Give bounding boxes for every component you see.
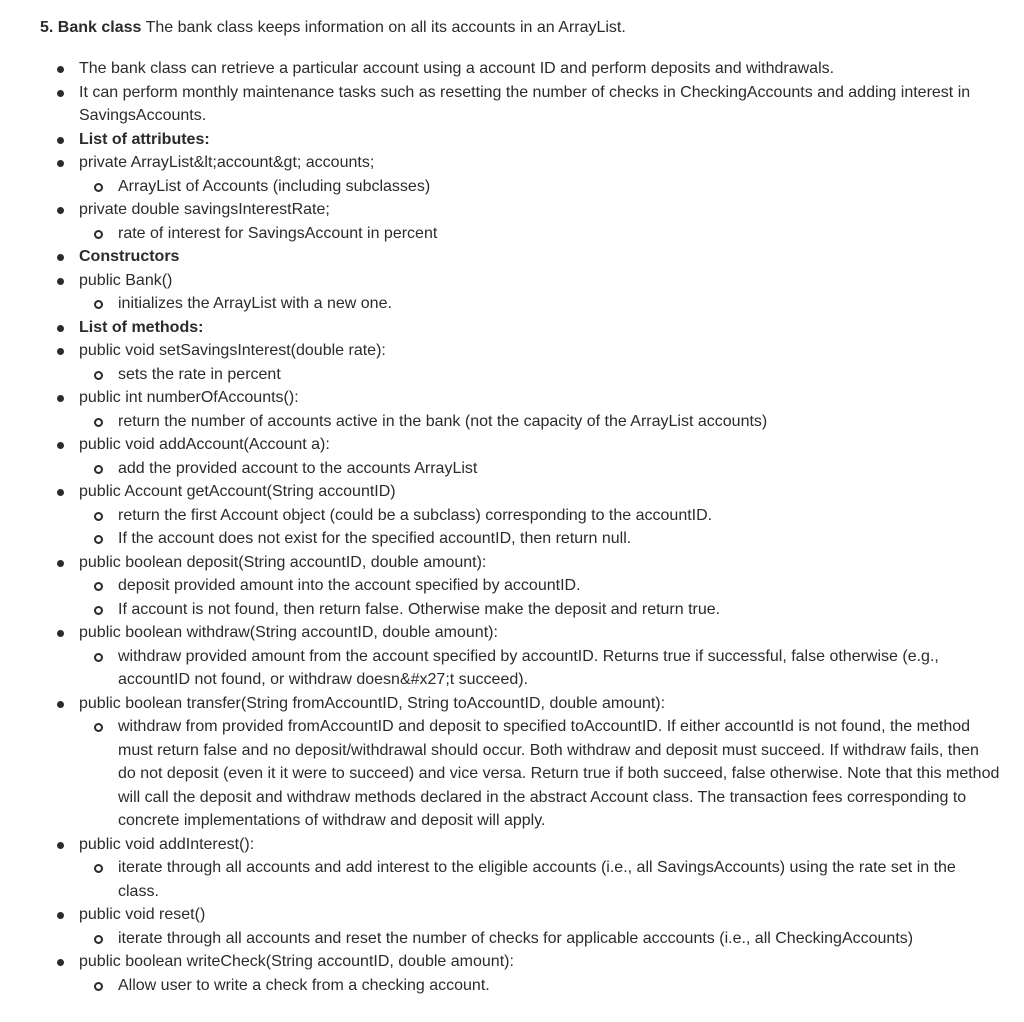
list-item-text: public Account getAccount(String accountID) [79, 483, 396, 500]
bullet-list [40, 57, 1000, 997]
sub-list-item: return the number of accounts active in the bank (not the capacity of the ArrayList accounts) [79, 410, 1000, 434]
sub-list-item: rate of interest for SavingsAccount in percent [79, 222, 1000, 246]
sub-list [79, 175, 1000, 199]
list-item [40, 386, 1000, 433]
list-item-text: private double savingsInterestRate; [79, 201, 330, 218]
list-item-text: public int numberOfAccounts(): [79, 389, 299, 406]
list-item [40, 950, 1000, 997]
list-item [40, 128, 1000, 152]
sub-list [79, 410, 1000, 434]
list-item [40, 269, 1000, 316]
sub-list [79, 927, 1000, 951]
section-title: 5. Bank class [40, 19, 142, 36]
list-item-text: public Bank() [79, 271, 173, 289]
list-item-text: public boolean deposit(String accountID, double amount): [79, 553, 487, 571]
list-item [40, 316, 1000, 340]
list-item [40, 833, 1000, 904]
list-item [40, 151, 1000, 198]
list-item-text: public void setSavingsInterest(double rate): [79, 342, 386, 359]
list-item [40, 57, 1000, 81]
list-item-text: The bank class can retrieve a particular account using a account ID and perform deposits and withdrawals. [79, 60, 835, 77]
list-item-text: public boolean writeCheck(String accountID, double amount): [79, 953, 514, 970]
list-item [40, 480, 1000, 551]
list-item-text: public boolean withdraw(String accountID, double amount): [79, 624, 498, 641]
list-item [40, 198, 1000, 245]
list-item [40, 245, 1000, 269]
sub-list-item: iterate through all accounts and reset the number of checks for applicable acccounts (i.e., all CheckingAccounts) [79, 927, 1000, 951]
list-item [40, 339, 1000, 386]
sub-list [79, 504, 1000, 551]
list-item [40, 433, 1000, 480]
list-item-text: List of methods: [79, 318, 204, 336]
section-heading [40, 16, 1000, 40]
sub-list [79, 457, 1000, 481]
sub-list-item: If the account does not exist for the specified accountID, then return null. [79, 527, 1000, 551]
list-item-text: public void addAccount(Account a): [79, 436, 330, 453]
sub-list-item: withdraw from provided fromAccountID and deposit to specified toAccountID. If either accountId is not found, the method must return false and no deposit/withdrawal should occur. Both withdraw and deposit must succeed. If withdraw fails, then do not deposit (even it it were to succeed) and vice versa. Return true if both succeed, false otherwise. Note that this method will call the deposit and withdraw methods declared in the abstract Account class. The transaction fees corresponding to concrete implementations of withdraw and deposit will apply. [79, 715, 1000, 833]
list-item-text: public void reset() [79, 906, 206, 923]
section-intro: The bank class keeps information on all its accounts in an ArrayList. [141, 19, 626, 36]
document [40, 16, 1000, 997]
sub-list [79, 645, 1000, 692]
sub-list-item: ArrayList of Accounts (including subclasses) [79, 175, 1000, 199]
list-item-text: Constructors [79, 248, 180, 265]
sub-list-item: sets the rate in percent [79, 363, 1000, 387]
sub-list [79, 715, 1000, 833]
list-item [40, 903, 1000, 950]
sub-list-item: add the provided account to the accounts ArrayList [79, 457, 1000, 481]
list-item [40, 551, 1000, 622]
sub-list-item: iterate through all accounts and add interest to the eligible accounts (i.e., all SavingsAccounts) using the rate set in the class. [79, 856, 1000, 903]
sub-list [79, 856, 1000, 903]
sub-list-item: If account is not found, then return false. Otherwise make the deposit and return true. [79, 598, 1000, 622]
list-item-text: List of attributes: [79, 130, 210, 148]
sub-list-item: Allow user to write a check from a checking account. [79, 974, 1000, 998]
list-item-text: public boolean transfer(String fromAccountID, String toAccountID, double amount): [79, 694, 666, 712]
sub-list [79, 974, 1000, 998]
sub-list [79, 363, 1000, 387]
sub-list-item: deposit provided amount into the account specified by accountID. [79, 574, 1000, 598]
list-item-text: It can perform monthly maintenance tasks such as resetting the number of checks in CheckingAccounts and adding interest in SavingsAccounts. [79, 83, 971, 124]
sub-list [79, 574, 1000, 621]
sub-list [79, 292, 1000, 316]
sub-list [79, 222, 1000, 246]
list-item-text: private ArrayList&lt;account&gt; accounts; [79, 154, 375, 171]
sub-list-item: withdraw provided amount from the account specified by accountID. Returns true if successful, false otherwise (e.g., accountID not found, or withdraw doesn&#x27;t succeed). [79, 645, 1000, 692]
sub-list-item: initializes the ArrayList with a new one. [79, 292, 1000, 316]
sub-list-item: return the first Account object (could be a subclass) corresponding to the accountID. [79, 504, 1000, 528]
list-item [40, 81, 1000, 128]
list-item [40, 692, 1000, 833]
list-item [40, 621, 1000, 692]
list-item-text: public void addInterest(): [79, 835, 255, 853]
